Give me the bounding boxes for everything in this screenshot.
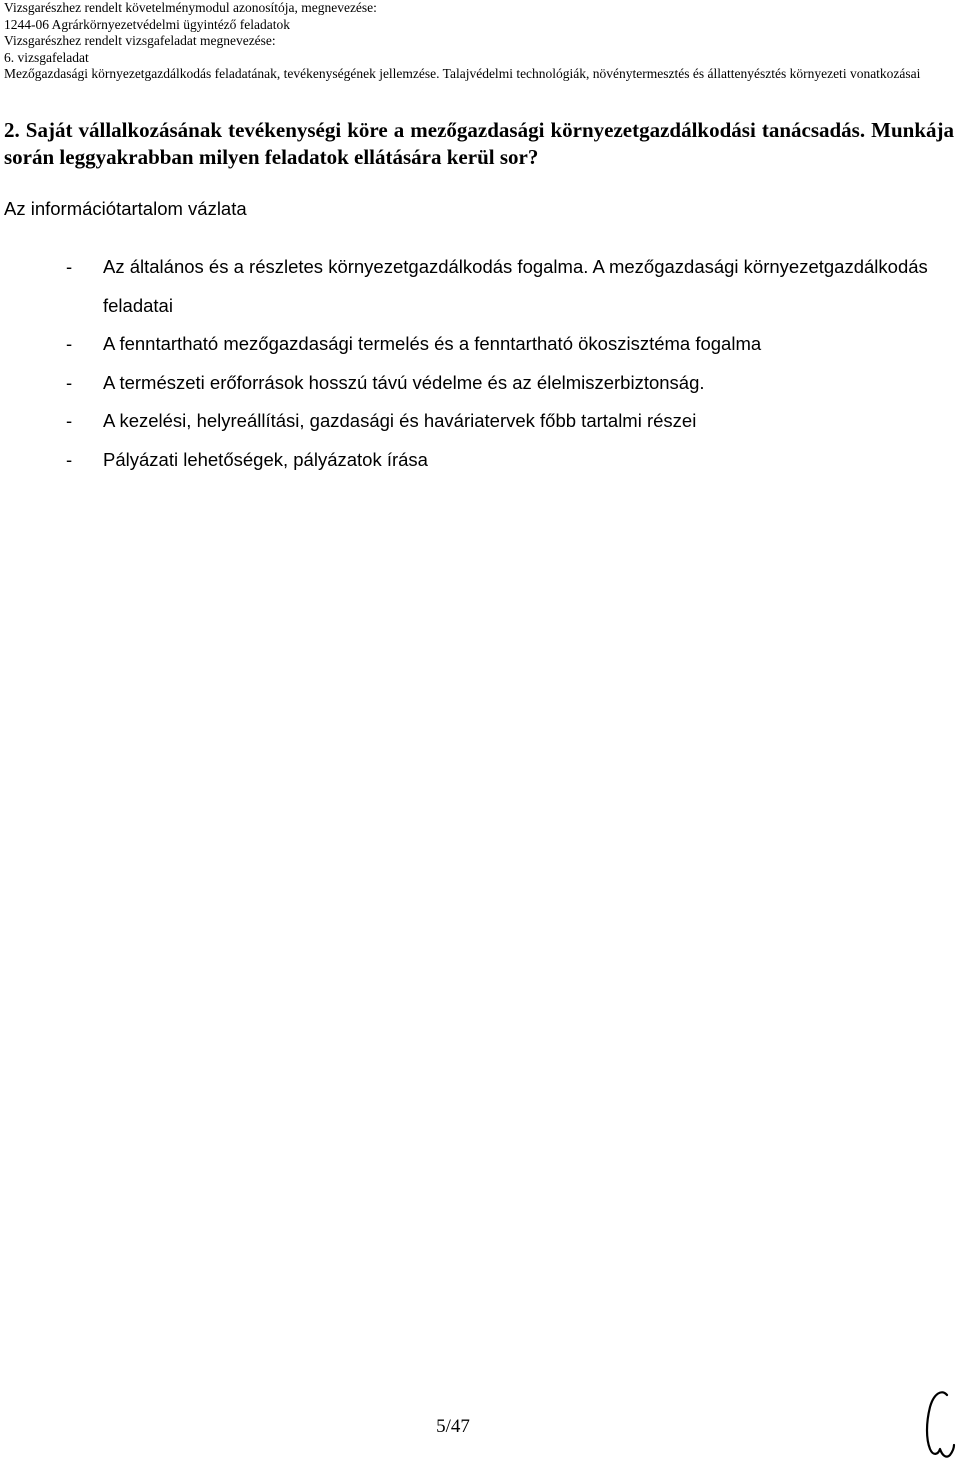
list-item: [0, 325, 940, 364]
header-line-module-id: 1244-06 Agrárkörnyezetvédelmi ügyintéző feladatok: [4, 16, 291, 32]
outline-title: Az információtartalom vázlata: [4, 198, 247, 219]
question-heading: 2. Saját vállalkozásának tevékenységi köre a mezőgazdasági környezetgazdálkodási tanácsadás. Munkája során leggyakrabban milyen feladatok ellátására kerül sor?: [4, 118, 954, 169]
page-number: 5/47: [436, 1416, 470, 1437]
dash-bullet: -: [66, 256, 73, 277]
list-item: [0, 364, 940, 403]
document-header: [4, 0, 954, 83]
list-item-text: Az általános és a részletes környezetgazdálkodás fogalma. A mezőgazdasági környezetgazdálkodás feladatai: [103, 256, 928, 316]
dash-bullet: -: [66, 410, 73, 431]
handwritten-signature: [920, 1385, 958, 1463]
header-line-task-title: Mezőgazdasági környezetgazdálkodás feladatának, tevékenységének jellemzése. Talajvédelmi technológiák, növénytermesztés és állattenyésztés környezeti vonatkozásai: [4, 66, 921, 81]
list-item-text: A természeti erőforrások hosszú távú védelme és az élelmiszerbiztonság.: [103, 371, 705, 393]
list-item-text: A kezelési, helyreállítási, gazdasági és haváriatervek főbb tartalmi részei: [103, 410, 697, 431]
dash-bullet: -: [66, 448, 73, 470]
outline-list: [0, 248, 940, 479]
list-item: [0, 402, 940, 441]
header-line-module-label: Vizsgarészhez rendelt követelménymodul azonosítója, megnevezése:: [4, 0, 377, 15]
dash-bullet: -: [66, 333, 73, 354]
header-line-task-number: 6. vizsgafeladat: [4, 49, 89, 65]
list-item-text: A fenntartható mezőgazdasági termelés és a fenntartható ökoszisztéma fogalma: [103, 333, 762, 354]
list-item: [0, 441, 940, 480]
list-item-text: Pályázati lehetőségek, pályázatok írása: [103, 448, 428, 470]
dash-bullet: -: [66, 371, 73, 393]
header-line-task-label: Vizsgarészhez rendelt vizsgafeladat megnevezése:: [4, 33, 276, 48]
list-item: [0, 248, 940, 325]
